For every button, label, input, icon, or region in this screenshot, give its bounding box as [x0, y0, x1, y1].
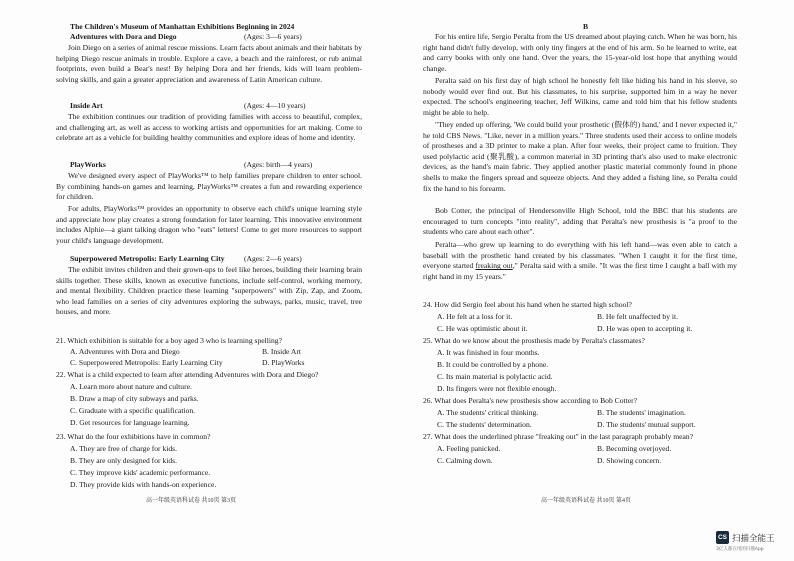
question-23: 23. What do the four exhibitions have in common?	[56, 432, 211, 441]
question-21: 21. Which exhibition is suitable for a boy aged 3 who is learning spelling?	[56, 336, 282, 345]
section-heading: Superpowered Metropolis: Early Learning City	[70, 254, 225, 263]
passage-paragraph: Bob Cotter, the principal of Hendersonville High School, told the BBC that his students are encouraged to turn concepts "into reality", adding that Peralta's new prosthesis is "a proof to the students who care about each other".	[423, 206, 737, 237]
scanner-logo-icon: CS	[716, 531, 729, 544]
option-a[interactable]: A. It was finished in four months.	[437, 348, 540, 357]
option-a[interactable]: A. Adventures with Dora and Diego	[70, 347, 180, 356]
section-heading: Adventures with Dora and Diego	[70, 32, 177, 41]
passage-paragraph: Peralta said on his first day of high school he honestly felt like hiding his hand in his sleeve, so nobody would ever find out. But his classmates, to his surprise, supported him in a way he never expected. The school's engineering teacher, Jeff Wilkins, came and told him that his fellow students might be able to help.	[423, 76, 737, 117]
option-c[interactable]: C. Calming down.	[437, 456, 493, 465]
option-c[interactable]: C. The students' determination.	[437, 420, 532, 429]
question-25: 25. What do we know about the prosthesis made by Peralta's classmates?	[423, 336, 645, 345]
option-c[interactable]: C. Its main material is polylactic acid.	[437, 372, 553, 381]
page-footer: 高一年级英语科试卷 共10页 第3页	[146, 498, 237, 504]
page-footer: 高一年级英语科试卷 共10页 第4页	[541, 498, 632, 504]
question-26: 26. What does Peralta's new prosthesis show according to Bob Cotter?	[423, 396, 638, 405]
option-d[interactable]: D. Showing concern.	[597, 456, 662, 465]
option-b[interactable]: B. It could be controlled by a phone.	[437, 360, 549, 369]
age-range: (Ages: 2—6 years)	[244, 254, 302, 263]
option-c[interactable]: C. Graduate with a specific qualification.	[70, 406, 196, 415]
option-b[interactable]: B. The students' imagination.	[597, 408, 686, 417]
section-heading: PlayWorks	[70, 160, 106, 169]
passage-paragraph	[423, 240, 737, 282]
option-b[interactable]: B. Draw a map of city subways and parks.	[70, 394, 199, 403]
page-title: The Children's Museum of Manhattan Exhibitions Beginning in 2024	[70, 22, 295, 31]
option-d[interactable]: D. Get resources for language learning.	[70, 418, 190, 427]
passage-text: ," Peralta said with a smile. "It was the first time I caught a ball with my right hand in my 15 years."	[423, 261, 737, 281]
right-page	[397, 0, 794, 561]
section-paragraph: For adults, PlayWorks™ provides an opportunity to observe each child's unique learning style and appreciate how play creates a strong foundation for later learning. This innovative environment includes Alphie—a giant talking dragon who "eats" letters! Come to get more resources to support your child's language development.	[56, 204, 362, 245]
option-d[interactable]: D. PlayWorks	[262, 358, 305, 367]
option-b[interactable]: B. He felt unaffected by it.	[597, 312, 679, 321]
option-a[interactable]: A. They are free of charge for kids.	[70, 444, 178, 453]
age-range: (Ages: birth—4 years)	[244, 160, 313, 169]
question-22: 22. What is a child expected to learn after attending Adventures with Dora and Diego?	[56, 370, 319, 379]
option-d[interactable]: D. He was open to accepting it.	[597, 324, 693, 333]
scanner-watermark	[716, 531, 794, 561]
age-range: (Ages: 3—6 years)	[244, 32, 302, 41]
section-paragraph: Join Diego on a series of animal rescue missions. Learn facts about animals and their habitats by helping Diego rescue animals in trouble. Explore a cave, a beach and the rainforest, or rub animal footprints, even build a Bear's nest! By helping Dora and her friends, kids will learn problem-solving skills, and gain a greater appreciation and awareness of Latin American culture.	[56, 43, 362, 84]
option-c[interactable]: C. He was optimistic about it.	[437, 324, 528, 333]
section-heading: Inside Art	[70, 101, 103, 110]
option-a[interactable]: A. Feeling panicked.	[437, 444, 501, 453]
section-paragraph: We've designed every aspect of PlayWorks™ to help families prepare children to enter school. By combining hands-on games and learning, PlayWorks™ creates a fun and rewarding experience for children.	[56, 171, 362, 202]
scanner-app-name: 扫描全能王	[732, 534, 775, 544]
section-label: B	[583, 22, 589, 31]
option-b[interactable]: B. Inside Art	[262, 347, 302, 356]
option-a[interactable]: A. Learn more about nature and culture.	[70, 382, 192, 391]
age-range: (Ages: 4—10 years)	[244, 101, 306, 110]
section-paragraph: The exhibit invites children and their grown-ups to feel like heroes, building their learning brain skills together. These skills, known as executive functions, include self-control, working memory, and mental flexibility. Children practice these learning "superpowers" with Zip, Zap, and Zoom, who lead families on a series of city adventures exploring the subways, parks, music, travel, tree houses, and more.	[56, 265, 362, 317]
option-a[interactable]: A. He felt at a loss for it.	[437, 312, 513, 321]
underlined-phrase: freaking out	[475, 261, 513, 271]
option-c[interactable]: C. Superpowered Metropolis: Early Learning City	[70, 358, 223, 367]
section-paragraph: The exhibition continues our tradition of providing families with access to beautiful, complex, and challenging art, as well as access to working artists and opportunities for art making. Come to celebrate art as a vehicle for building healthy communities and explore ideas of home and identity.	[56, 112, 362, 143]
option-b[interactable]: B. They are only designed for kids.	[70, 456, 177, 465]
option-c[interactable]: C. They improve kids' academic performance.	[70, 468, 211, 477]
option-a[interactable]: A. The students' critical thinking.	[437, 408, 539, 417]
passage-paragraph: "They ended up offering, 'We could build your prosthetic (假体的) hand,' and I never expected it," he told CBS News. "Like, never in a million years." Three students used their access to online models of prostheses and a 3D printer to make a plan. After four weeks, their project came to fruition. They used polylactic acid (聚乳酸), a common material in 3D printing that's also used to make electronic devices, as the hand's main fabric. They applied another plastic material commonly found in phone shells to make the fingers spread and squeeze objects. And they added a fishing line, so Peralta could fix the hand to his forearm.	[423, 120, 737, 193]
question-27: 27. What does the underlined phrase "freaking out" in the last paragraph probably mean?	[423, 432, 694, 441]
passage-paragraph: For his entire life, Sergio Peralta from the US dreamed about playing catch. When he was born, his right hand didn't fully develop, with only tiny fingers at the end of his arm. So he learned to write, eat and carry books with only one hand. Over the years, the 15-year-old lost hope that anything would change.	[423, 32, 737, 73]
passage-text: Peralta—who grew up learning to do everything with his left hand—was even able to catch a baseball with the prosthetic hand created by his classmates. "When I caught it for the first time, everyone started	[423, 240, 737, 271]
question-24: 24. How did Sergio feel about his hand when he started high school?	[423, 300, 632, 309]
option-b[interactable]: B. Becoming overjoyed.	[597, 444, 672, 453]
option-d[interactable]: D. They provide kids with hands-on experience.	[70, 480, 217, 489]
option-d[interactable]: D. The students' mutual support.	[597, 420, 696, 429]
scanner-tagline: 3亿人都在用的扫描App	[716, 547, 764, 552]
option-d[interactable]: D. Its fingers were not flexible enough.	[437, 384, 557, 393]
